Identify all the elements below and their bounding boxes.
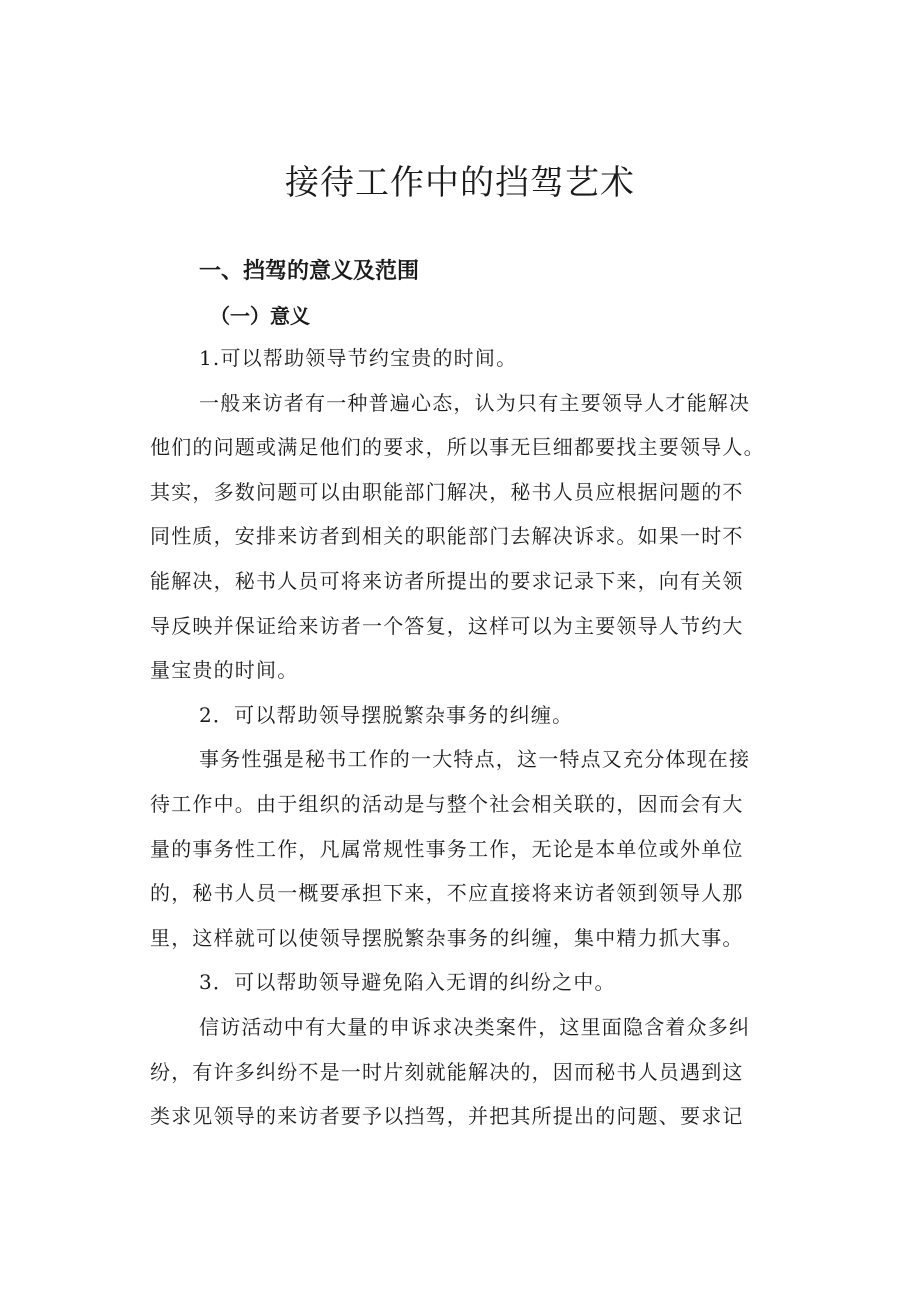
paragraph-line: 类求见领导的来访者要予以挡驾，并把其所提出的问题、要求记	[150, 1104, 744, 1129]
subsection-heading: （一）意义	[210, 304, 310, 328]
paragraph-line: 同性质，安排来访者到相关的职能部门去解决诉求。如果一时不	[150, 524, 744, 549]
paragraph-line: 一般来访者有一种普遍心态，认为只有主要领导人才能解决	[199, 390, 751, 415]
list-item-1: 1.可以帮助领导节约宝贵的时间。	[199, 346, 518, 370]
paragraph-line: 的，秘书人员一概要承担下来，不应直接将来访者领到领导人那	[150, 881, 744, 906]
paragraph-line: 信访活动中有大量的申诉求决类案件，这里面隐含着众多纠	[199, 1014, 751, 1039]
paragraph-line: 量宝贵的时间。	[150, 658, 299, 683]
list-item-2: 2．可以帮助领导摆脱繁杂事务的纠缠。	[199, 702, 574, 727]
paragraph-line: 待工作中。由于组织的活动是与整个社会相关联的，因而会有大	[150, 791, 744, 816]
paragraph-line: 其实，多数问题可以由职能部门解决，秘书人员应根据问题的不	[150, 479, 744, 504]
document-body	[150, 336, 810, 1139]
paragraph-line: 量的事务性工作，凡属常规性事务工作，无论是本单位或外单位	[150, 836, 744, 861]
paragraph-line: 里，这样就可以使领导摆脱繁杂事务的纠缠，集中精力抓大事。	[150, 925, 744, 950]
paragraph-line: 导反映并保证给来访者一个答复，这样可以为主要领导人节约大	[150, 613, 744, 638]
paragraph-line: 纷，有许多纠纷不是一时片刻就能解决的，因而秘书人员遇到这	[150, 1059, 744, 1084]
paragraph-line: 能解决，秘书人员可将来访者所提出的要求记录下来，向有关领	[150, 568, 744, 593]
paragraph-line: 他们的问题或满足他们的要求，所以事无巨细都要找主要领导人。	[150, 435, 765, 460]
document-title: 接待工作中的挡驾艺术	[285, 163, 635, 203]
section-heading: 一、挡驾的意义及范围	[199, 259, 420, 284]
list-item-3: 3．可以帮助领导避免陷入无谓的纠纷之中。	[199, 970, 616, 995]
paragraph-line: 事务性强是秘书工作的一大特点，这一特点又充分体现在接	[199, 747, 751, 772]
